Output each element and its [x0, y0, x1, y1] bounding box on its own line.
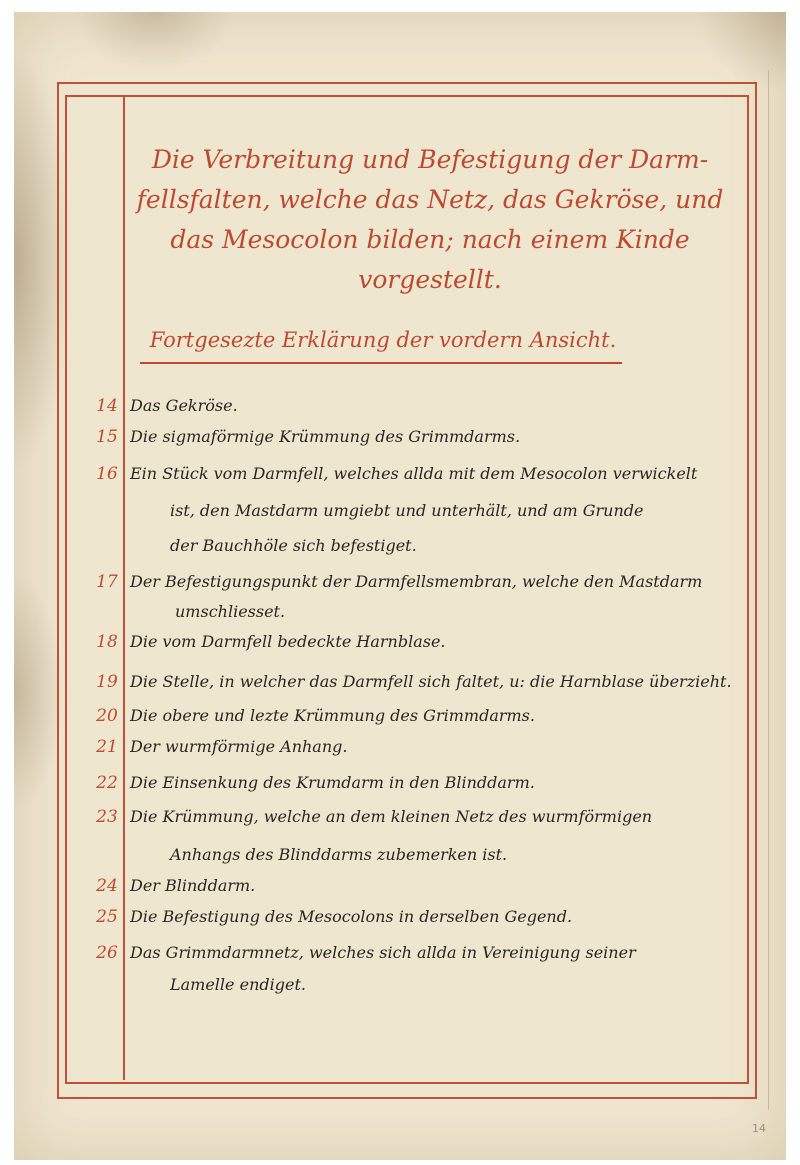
entry-text: Lamelle endiget. — [170, 975, 306, 994]
entry-number: 23 — [96, 807, 118, 827]
entry-text: Der Blinddarm. — [130, 876, 256, 895]
entry-text: Die Einsenkung des Krumdarm in den Blinddarm. — [130, 773, 535, 792]
entry-number: 24 — [96, 876, 118, 896]
margin-rule — [123, 97, 125, 1080]
page-subtitle: Fortgesezte Erklärung der vordern Ansicht. — [149, 328, 617, 352]
folio-number: 14 — [752, 1122, 766, 1135]
entry-number: 20 — [96, 706, 118, 726]
entry-number: 16 — [96, 464, 118, 484]
page-edge-line — [768, 70, 769, 1110]
entry-number: 26 — [96, 943, 118, 963]
entry-text: Der wurmförmige Anhang. — [130, 737, 348, 756]
entry-text: Anhangs des Blinddarms zubemerken ist. — [170, 845, 508, 864]
entry-number: 14 — [96, 396, 118, 416]
entry-text: Die sigmaförmige Krümmung des Grimmdarms. — [130, 427, 521, 446]
entry-number: 18 — [96, 632, 118, 652]
entry-text: Die Befestigung des Mesocolons in derselben Gegend. — [130, 907, 573, 926]
entry-text: Das Gekröse. — [130, 396, 238, 415]
title-line: vorgestellt. — [358, 265, 502, 294]
entry-text: Die vom Darmfell bedeckte Harnblase. — [130, 632, 446, 651]
entry-text: Der Befestigungspunkt der Darmfellsmembran, welche den Mastdarm — [130, 572, 703, 591]
entry-text: ist, den Mastdarm umgiebt und unterhält, und am Grunde — [170, 501, 644, 520]
title-line: das Mesocolon bilden; nach einem Kinde — [170, 225, 690, 254]
entry-text: Die Krümmung, welche an dem kleinen Netz des wurmförmigen — [130, 807, 653, 826]
entry-text: Das Grimmdarmnetz, welches sich allda in Vereinigung seiner — [130, 943, 636, 962]
entry-text: Ein Stück vom Darmfell, welches allda mit dem Mesocolon verwickelt — [130, 464, 698, 483]
entry-text: Die obere und lezte Krümmung des Grimmdarms. — [130, 706, 535, 725]
title-line: Die Verbreitung und Befestigung der Darm- — [151, 145, 709, 174]
entry-number: 15 — [96, 427, 118, 447]
entry-number: 19 — [96, 672, 118, 692]
entry-number: 17 — [96, 572, 118, 592]
subtitle-underline — [140, 362, 622, 364]
entry-text: umschliesset. — [175, 602, 286, 621]
water-stain — [74, 12, 234, 72]
entry-text: Die Stelle, in welcher das Darmfell sich faltet, u: die Harnblase überzieht. — [130, 672, 732, 691]
entry-number: 22 — [96, 773, 118, 793]
entry-number: 21 — [96, 737, 118, 757]
entry-text: der Bauchhöle sich befestiget. — [170, 536, 417, 555]
title-line: fellsfalten, welche das Netz, das Gekröse, und — [136, 185, 724, 214]
page-title — [135, 140, 725, 300]
entry-number: 25 — [96, 907, 118, 927]
water-stain — [696, 12, 786, 92]
